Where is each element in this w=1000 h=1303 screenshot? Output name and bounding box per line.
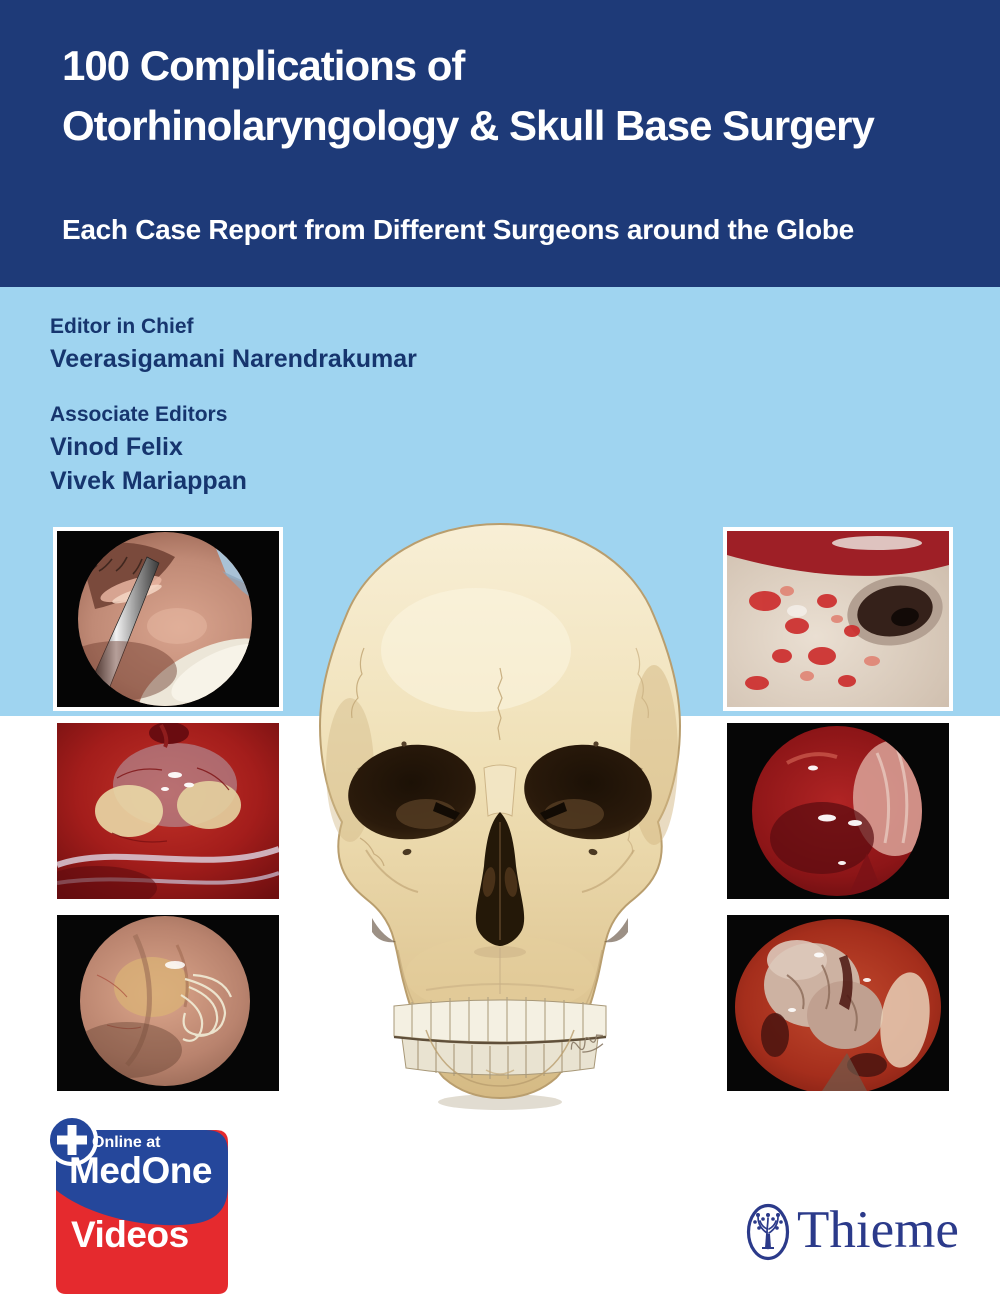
badge-videos-label: Videos <box>71 1214 189 1255</box>
editor-in-chief-label: Editor in Chief <box>50 315 194 338</box>
associate-editors-label: Associate Editors <box>50 403 228 426</box>
publisher-logo <box>745 1200 975 1266</box>
badge-online-at-label: Online at <box>92 1134 161 1151</box>
photo-exposed-bone-hemorrhage <box>723 527 953 711</box>
thieme-tree-icon <box>749 1206 788 1259</box>
header-panel <box>0 0 1000 287</box>
photo-endoscopic-tumor-resection <box>723 911 953 1095</box>
associate-editor-name-1: Vinod Felix <box>50 433 183 461</box>
book-title-line2: Otorhinolaryngology & Skull Base Surgery <box>62 102 874 149</box>
publisher-name: Thieme <box>797 1201 959 1259</box>
book-title <box>62 36 982 156</box>
photo-middle-ear-endoscopy-wires <box>53 911 283 1095</box>
editors-block <box>50 312 417 498</box>
editor-in-chief-name: Veerasigamani Narendrakumar <box>50 345 417 373</box>
photo-endoscopic-nasal-cavity <box>723 719 953 903</box>
medone-videos-badge <box>46 1112 232 1298</box>
photo-endoscopy-eyelid-surgery <box>53 527 283 711</box>
teeth <box>394 997 606 1079</box>
book-title-line1: 100 Complications of <box>62 42 465 89</box>
book-subtitle: Each Case Report from Different Surgeons around the Globe <box>62 214 854 245</box>
skull-illustration <box>306 520 694 1112</box>
photo-open-surgical-field-brain <box>53 719 283 903</box>
badge-medone-label: MedOne <box>69 1150 212 1191</box>
associate-editor-name-2: Vivek Mariappan <box>50 467 247 495</box>
